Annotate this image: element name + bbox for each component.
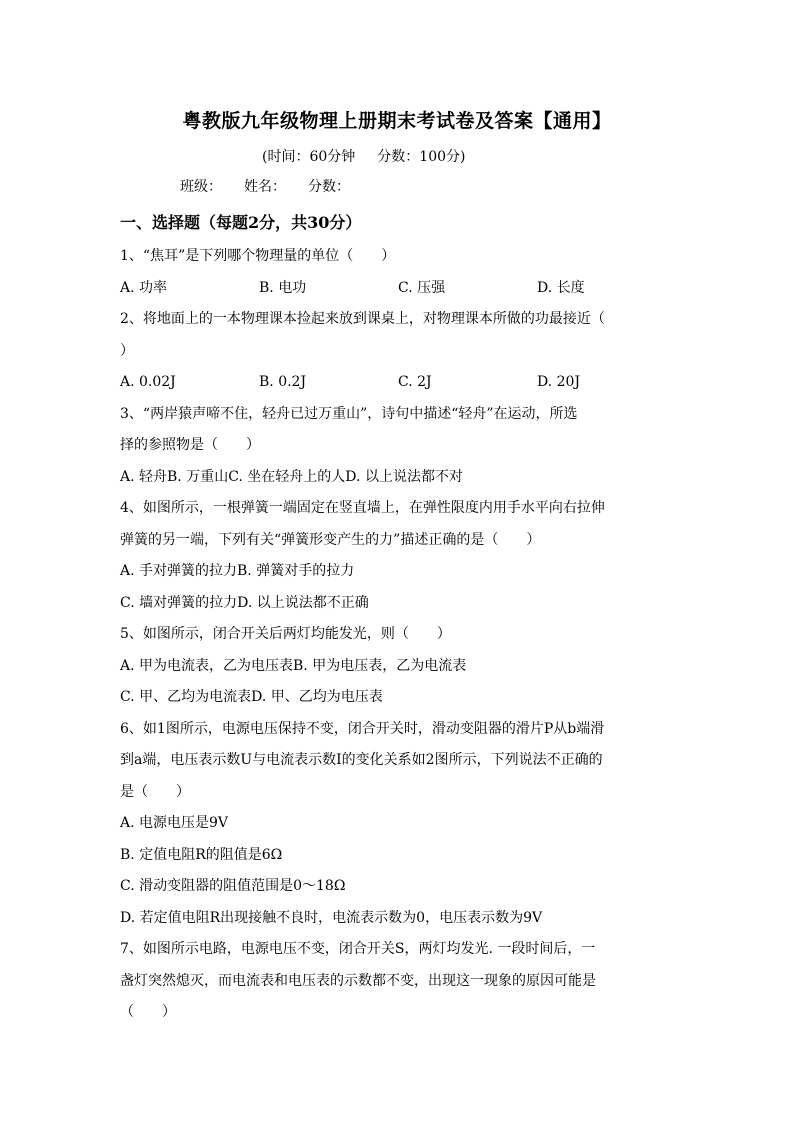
question-6-stem-cont: 到a端，电压表示数U与电流表示数I的变化关系如2图所示，下列说法不正确的 [120, 752, 603, 768]
student-info [180, 176, 350, 196]
question-list [120, 241, 680, 1029]
question-4-options-1: A. 手对弹簧的拉力B. 弹簧对手的拉力 [120, 563, 355, 579]
question-1-options [120, 273, 680, 305]
question-2-stem-cont: ） [120, 342, 134, 359]
question-3-options: A. 轻舟B. 万重山C. 坐在轻舟上的人D. 以上说法都不对 [120, 468, 463, 485]
question-2-options [120, 367, 680, 399]
section-heading: 一、选择题（每题2分，共30分） [120, 213, 362, 232]
question-5-stem: 5、如图所示，闭合开关后两灯均能发光，则（ ） [120, 626, 451, 642]
option-d: D. 20J [537, 374, 581, 390]
option-c: C. 2J [398, 374, 432, 390]
question-6-option-c: C. 滑动变阻器的阻值范围是0～18Ω [120, 878, 346, 894]
option-c: C. 压强 [398, 279, 446, 296]
score-label: 分数：100分) [377, 149, 466, 165]
question-2-stem: 2、将地面上的一本物理课本捡起来放到课桌上，对物理课本所做的功最接近（ [120, 311, 605, 327]
option-d: D. 长度 [537, 279, 585, 296]
exam-meta [262, 146, 465, 166]
question-6-option-d: D. 若定值电阻R出现接触不良时，电流表示数为0，电压表示数为9V [120, 909, 543, 926]
question-5-options-2: C. 甲、乙均为电流表D. 甲、乙均为电压表 [120, 689, 383, 705]
question-4-stem-cont: 弹簧的另一端，下列有关“弹簧形变产生的力”描述正确的是（ ） [120, 531, 541, 548]
question-6-stem-cont-2: 是（ ） [120, 783, 190, 800]
option-a: A. 0.02J [120, 374, 176, 390]
question-4-stem: 4、如图所示，一根弹簧一端固定在竖直墙上，在弹性限度内用手水平向右拉伸 [120, 500, 605, 516]
question-7-stem-cont-2: （ ） [120, 1004, 176, 1020]
class-label: 班级： [180, 179, 222, 195]
option-b: B. 0.2J [259, 374, 307, 390]
name-label: 姓名： [244, 179, 286, 195]
page-title: 粤教版九年级物理上册期末考试卷及答案【通用】 [182, 110, 612, 132]
points-label: 分数： [308, 179, 350, 195]
question-6-option-b: B. 定值电阻R的阻值是6Ω [120, 846, 283, 863]
question-3-stem: 3、“两岸猿声啼不住，轻舟已过万重山”，诗句中描述“轻舟”在运动，所选 [120, 405, 578, 422]
question-7-stem: 7、如图所示电路，电源电压不变，闭合开关S，两灯均发光. 一段时间后，一 [120, 941, 596, 957]
question-3-stem-cont: 择的参照物是（ ） [120, 437, 260, 453]
question-1-stem: 1、“焦耳”是下列哪个物理量的单位（ ） [120, 248, 396, 264]
time-label: (时间：60分钟 [262, 149, 356, 165]
question-7-stem-cont: 盏灯突然熄灭，而电流表和电压表的示数都不变，出现这一现象的原因可能是 [120, 972, 596, 989]
question-6-option-a: A. 电源电压是9V [120, 815, 229, 831]
option-b: B. 电功 [259, 279, 307, 296]
question-5-options-1: A. 甲为电流表，乙为电压表B. 甲为电压表，乙为电流表 [120, 657, 467, 674]
option-a: A. 功率 [120, 279, 168, 296]
question-6-stem: 6、如1图所示，电源电压保持不变，闭合开关时，滑动变阻器的滑片P从b端滑 [120, 720, 605, 737]
question-4-options-2: C. 墙对弹簧的拉力D. 以上说法都不正确 [120, 594, 369, 611]
